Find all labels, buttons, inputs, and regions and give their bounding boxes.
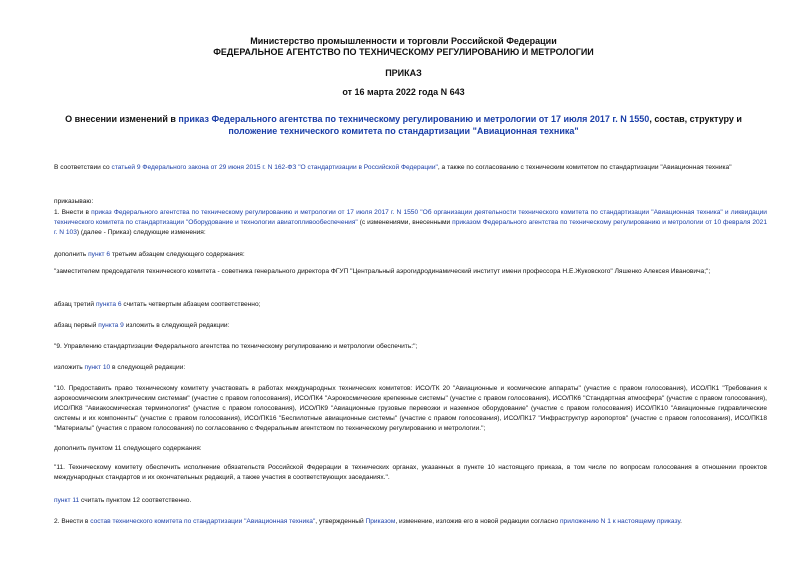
clause-9-link[interactable]: пункта 9 [98,322,124,329]
text: В соответствии со [54,164,112,171]
doc-date: от 16 марта 2022 года N 643 [342,87,465,97]
paragraph-amend-9 [54,321,767,331]
title-text: , состав, структуру и [649,114,742,124]
paragraph-quote-10: "10. Предоставить право техническому комитету участвовать в работах международных технических комитетов: ИСО/ТК 20 "Авиационные и космические аппараты" (участие с правом голосования), ИСО/ПК1 "Требования к аэрокосмическим электрическим системам" (участие с правом голосования), ИСО/ПК4 "Аэрокосмические крепежные системы" (участие с правом голосования), ИСО/ПК6 "Стандартная атмосфера" (участие с правом голосования), ИСО/ПК8 "Авиакосмическая терминология" (участие с правом голосования), ИСО/ПК9 "Авиационные грузовые перевозки и наземное оборудование" (участие с правом голосования) ИСО/ПК10 "Авиационные гидравлические системы и их компоненты" (участие с правом голосования), ИСО/ПК16 "Беспилотные авиационные системы" (участие с правом голосования), ИСО/ПК17 "Инфраструктур аэропортов" (участие с правом голосования), ИСО/ПК18 "Материалы" (участия с правом голосования) по согласованию с Федеральным агентством по техническому регулированию и метрологии."; [54,385,767,432]
clause-11-link[interactable]: пункт 11 [54,497,80,504]
title-order-link[interactable]: приказ Федерального агентства по техническому регулированию и метрологии от 17 июля 2017 г. N 1550 [178,114,650,124]
text: считать пунктом 12 соответственно. [79,497,192,504]
paragraph-item-2 [54,517,767,527]
text: дополнить [54,251,89,258]
order-1550-link[interactable]: приказ Федерального агентства по техническому регулированию и метрологии от 17 июля 2017 г. N 1550 "Об организации деятельности технического комитета по стандартизации "Авиационная техника" и ликвидации технического комитета по стандартизации "Оборудование и технологии авиатопливообеспечения" [54,209,767,226]
clause-6-link[interactable]: пункт 6 [88,251,111,258]
text: считать четвертым абзацем соответственно; [121,301,261,308]
paragraph-basis [54,163,767,173]
ministry-name: Министерство промышленности и торговли Российской Федерации [250,36,557,46]
text: в следующей редакции: [110,364,186,371]
paragraph-add-11: дополнить пунктом 11 следующего содержания: [54,445,202,452]
title-text: О внесении изменений в [65,114,179,124]
paragraph-renumber-11 [54,496,767,506]
paragraph-amend-6 [54,250,767,260]
text: абзац третий [54,301,96,308]
text: изложить в следующей редакции: [123,322,230,329]
committee-composition-link[interactable]: состав технического комитета по стандартизации "Авиационная техника" [90,518,316,525]
paragraph-renumber [54,300,767,310]
text: (с изменениями, внесенными [357,219,453,226]
paragraph-quote-deputy: "заместителем председателя технического комитета - советника генерального директора ФГУП "Центральный аэрогидродинамический институт имени профессора Н.Е.Жуковского" Ляшенко Алексея Ивановича;"; [54,268,711,275]
text: , утвержденный [315,518,366,525]
clause-6-link[interactable]: пункта 6 [95,301,122,308]
order-link[interactable]: Приказом [365,518,396,525]
text: абзац первый [54,322,99,329]
paragraph-amend-10 [54,363,767,373]
paragraph-item-1 [54,208,767,238]
law-link[interactable]: статьей 9 Федерального закона от 29 июня 2015 г. N 162-ФЗ "О стандартизации в Российской Федерации" [111,164,438,171]
doc-type: ПРИКАЗ [385,68,422,78]
title-regulation-link[interactable]: положение технического комитета по стандартизации "Авиационная техника" [228,125,579,136]
text: . [680,518,682,525]
paragraph-order: приказываю: [54,198,94,205]
order-103-link[interactable]: приказом Федерального агентства по техническому регулированию и метрологии от 10 февраля 2021 г. N 103 [54,219,767,236]
clause-10-link[interactable]: пункт 10 [84,364,111,371]
text: ) (далее - Приказ) следующие изменения: [76,229,206,236]
doc-title [40,114,767,137]
text: изложить [54,364,85,371]
text: 1. Внести в [54,209,92,216]
agency-name: ФЕДЕРАЛЬНОЕ АГЕНТСТВО ПО ТЕХНИЧЕСКОМУ РЕГУЛИРОВАНИЮ И МЕТРОЛОГИИ [213,47,594,57]
appendix-1-link[interactable]: приложению N 1 к настоящему приказу [559,518,681,525]
text: третьим абзацем следующего содержания: [110,251,245,258]
paragraph-quote-11: "11. Техническому комитету обеспечить исполнение обязательств Российской Федерации в технических органах, указанных в пункте 10 настоящего приказа, в том числе по вопросам голосования в отношении проектов международных стандартов и их окончательных редакций, а также участия в соответствующих заседаниях.". [54,464,767,481]
text: , а также по согласованию с техническим комитетом по стандартизации "Авиационная техника" [437,164,732,171]
text: , изменение, изложив его в новой редакции согласно [395,518,560,525]
paragraph-quote-9: "9. Управлению стандартизации Федерального агентства по техническому регулированию и метрологии обеспечить:"; [54,343,418,350]
text: 2. Внести в [54,518,91,525]
